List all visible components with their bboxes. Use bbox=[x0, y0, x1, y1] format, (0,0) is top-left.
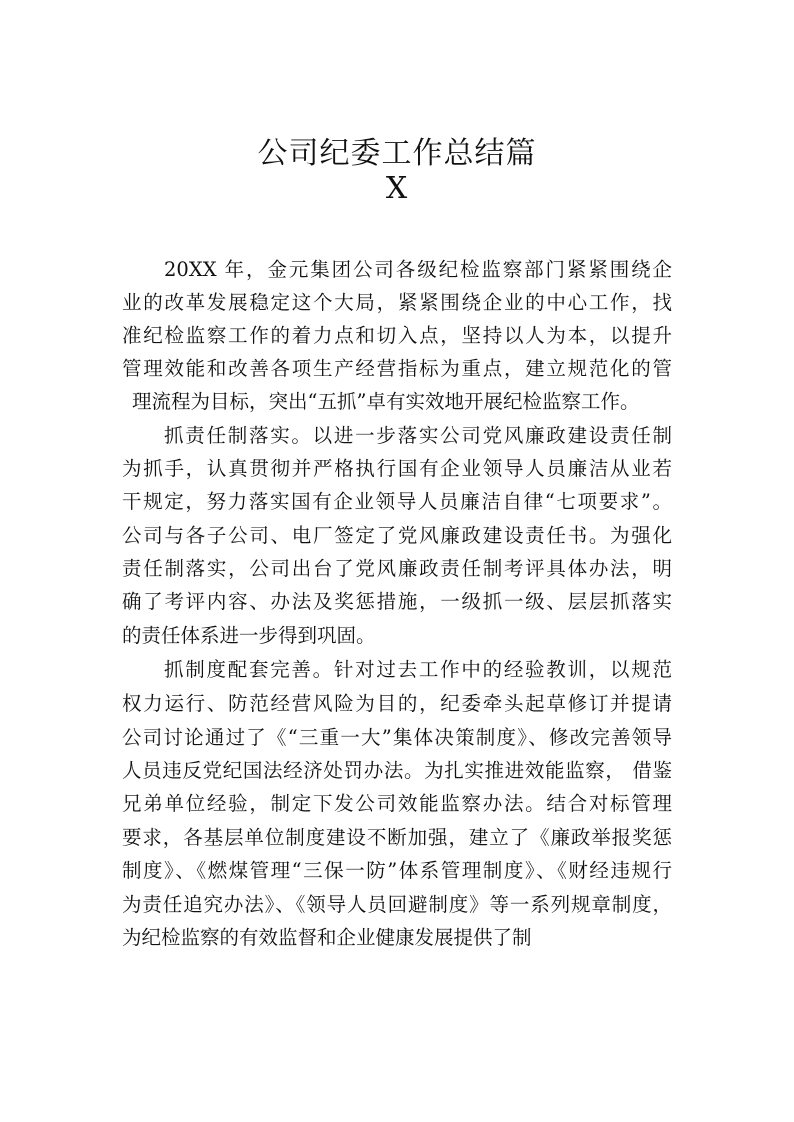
paragraph-line: 的责任体系进一步得到巩固。 bbox=[122, 624, 376, 647]
paragraph-line: 兄弟单位经验，制定下发公司效能监察办法。结合对标管理 bbox=[122, 792, 672, 815]
paragraph-line: 抓责任制落实。以进一步落实公司党风廉政建设责任制 bbox=[164, 424, 672, 447]
paragraph-line: 准纪检监察工作的着力点和切入点，坚持以人为本，以提升 bbox=[122, 324, 672, 347]
paragraph-line: 理流程为目标，突出“五抓”卓有实效地开展纪检监察工作。 bbox=[132, 390, 640, 413]
paragraph-line: 权力运行、防范经营风险为目的，纪委牵头起草修订并提请 bbox=[122, 692, 672, 715]
paragraph-line: 为抓手，认真贯彻并严格执行国有企业领导人员廉洁从业若 bbox=[122, 457, 672, 480]
paragraph-line: 确了考评内容、办法及奖惩措施，一级抓一级、层层抓落实 bbox=[122, 590, 672, 613]
paragraph-line: 责任制落实，公司出台了党风廉政责任制考评具体办法，明 bbox=[122, 557, 672, 580]
document-title: 公司纪委工作总结篇 bbox=[257, 136, 537, 171]
paragraph-line: 抓制度配套完善。针对过去工作中的经验教训，以规范 bbox=[164, 658, 672, 681]
paragraph-line: 为责任追究办法》、《领导人员回避制度》等一系列规章制度， bbox=[122, 893, 672, 916]
document-title-suffix: X bbox=[385, 171, 409, 206]
paragraph-line: 要求，各基层单位制度建设不断加强，建立了《廉政举报奖惩 bbox=[122, 826, 672, 849]
paragraph-line: 公司讨论通过了《“三重一大”集体决策制度》、修改完善领导 bbox=[122, 726, 672, 749]
paragraph-line: 为纪检监察的有效监督和企业健康发展提供了制 bbox=[122, 926, 532, 949]
paragraph-line: 管理效能和改善各项生产经营指标为重点，建立规范化的管 bbox=[122, 357, 672, 380]
paragraph-line: 人员违反党纪国法经济处罚办法。为扎实推进效能监察， 借鉴 bbox=[122, 759, 672, 782]
paragraph-line: 业的改革发展稳定这个大局，紧紧围绕企业的中心工作，找 bbox=[122, 291, 672, 314]
paragraph-line: 公司与各子公司、电厂签定了党风廉政建设责任书。为强化 bbox=[122, 524, 672, 547]
paragraph-line: 制度》、《燃煤管理“三保一防”体系管理制度》、《财经违规行 bbox=[122, 859, 672, 882]
paragraph-line: 干规定，努力落实国有企业领导人员廉洁自律“七项要求”。 bbox=[122, 490, 672, 513]
paragraph-line: 20XX 年，金元集团公司各级纪检监察部门紧紧围绕企 bbox=[164, 258, 672, 281]
